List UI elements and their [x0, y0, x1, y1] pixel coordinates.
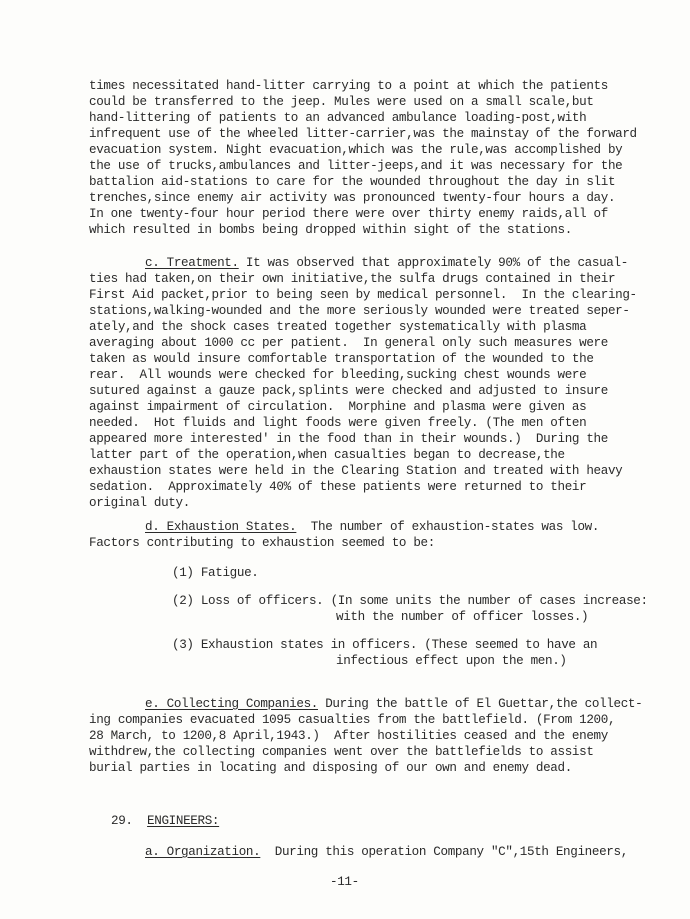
text-line: [111, 814, 219, 828]
text-line: ties had taken,on their own initiative,the sulfa drugs contained in their: [89, 272, 616, 286]
text-run: During this operation Company "C",15th Engineers,: [260, 845, 628, 859]
list-item-continuation: infectious effect upon the men.): [336, 654, 567, 668]
text-line: [145, 520, 599, 534]
text-line: times necessitated hand-litter carrying to a point at which the patients: [89, 79, 608, 93]
text-line: ately,and the shock cases treated together systematically with plasma: [89, 320, 587, 334]
text-line: [145, 256, 628, 270]
text-run: It was observed that approximately 90% of the casual-: [238, 256, 628, 270]
list-item-continuation: with the number of officer losses.): [336, 610, 589, 624]
text-line: sutured against a gauze pack,splints were checked and adjusted to insure: [89, 384, 608, 398]
text-line: rear. All wounds were checked for bleeding,sucking chest wounds were: [89, 368, 587, 382]
text-line: 28 March, to 1200,8 April,1943.) After hostilities ceased and the enemy: [89, 729, 608, 743]
list-item: (1) Fatigue.: [172, 566, 259, 580]
text-line: averaging about 1000 cc per patient. In general only such measures were: [89, 336, 608, 350]
text-line: evacuation system. Night evacuation,which was the rule,was accomplished by: [89, 143, 623, 157]
text-line: hand-littering of patients to an advanced ambulance loading-post,with: [89, 111, 587, 125]
text-line: exhaustion states were held in the Clearing Station and treated with heavy: [89, 464, 623, 478]
text-line: against impairment of circulation. Morphine and plasma were given as: [89, 400, 587, 414]
text-line: needed. Hot fluids and light foods were given freely. (The men often: [89, 416, 587, 430]
text-line: sedation. Approximately 40% of these patients were returned to their: [89, 480, 587, 494]
text-run: During the battle of El Guettar,the collect-: [317, 697, 643, 711]
text-line: [145, 845, 628, 859]
text-line: taken as would insure comfortable transportation of the wounded to the: [89, 352, 594, 366]
section-number: 29.: [111, 814, 133, 828]
text-line: Factors contributing to exhaustion seemed to be:: [89, 536, 435, 550]
text-line: appeared more interested' in the food than in their wounds.) During the: [89, 432, 608, 446]
list-item: (2) Loss of officers. (In some units the number of cases increase:: [172, 594, 648, 608]
text-line: withdrew,the collecting companies went over the battlefields to assist: [89, 745, 594, 759]
section-heading-engineers: ENGINEERS:: [147, 814, 220, 828]
text-line: original duty.: [89, 496, 190, 510]
text-line: could be transferred to the jeep. Mules were used on a small scale,but: [89, 95, 594, 109]
text-line: In one twenty-four hour period there were over thirty enemy raids,all of: [89, 207, 608, 221]
text-line: First Aid packet,prior to being seen by medical personnel. In the clearing-: [89, 288, 637, 302]
sub-heading-organization: a. Organization.: [145, 845, 261, 859]
text-line: stations,walking-wounded and the more seriously wounded were treated seper-: [89, 304, 630, 318]
section-heading-collecting: e. Collecting Companies.: [145, 697, 318, 711]
text-run: The number of exhaustion-states was low.: [296, 520, 600, 534]
text-line: the use of trucks,ambulances and litter-jeeps,and it was necessary for the: [89, 159, 623, 173]
text-line: which resulted in bombs being dropped within sight of the stations.: [89, 223, 572, 237]
text-line: trenches,since enemy air activity was pronounced twenty-four hours a day.: [89, 191, 616, 205]
list-item: (3) Exhaustion states in officers. (These seemed to have an: [172, 638, 598, 652]
text-line: latter part of the operation,when casualties began to decrease,the: [89, 448, 565, 462]
text-line: battalion aid-stations to care for the wounded throughout the day in slit: [89, 175, 616, 189]
section-heading-exhaustion: d. Exhaustion States.: [145, 520, 297, 534]
page-number: -11-: [330, 875, 359, 889]
text-line: ing companies evacuated 1095 casualties from the battlefield. (From 1200,: [89, 713, 616, 727]
text-line: infrequent use of the wheeled litter-carrier,was the mainstay of the forward: [89, 127, 637, 141]
text-line: [145, 697, 642, 711]
section-heading-treatment: c. Treatment.: [145, 256, 239, 270]
text-line: burial parties in locating and disposing of our own and enemy dead.: [89, 761, 572, 775]
